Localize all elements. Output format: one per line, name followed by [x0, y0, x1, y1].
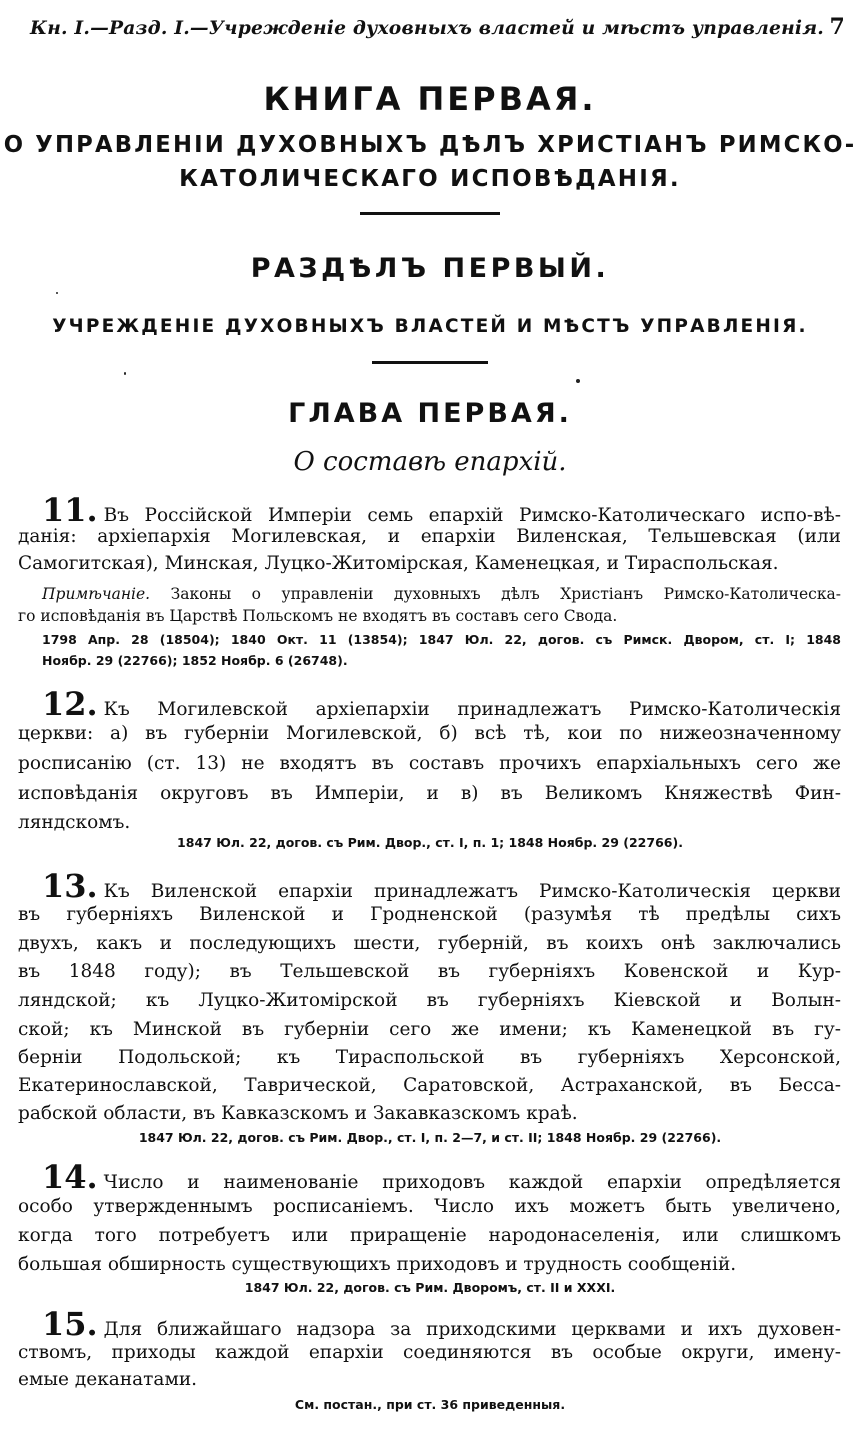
citation: См. постан., при ст. 36 приведенныя. — [294, 1397, 566, 1412]
article-number: 12. — [42, 685, 98, 723]
article-line: 14. Число и наименованіе приходовъ каждой епархіи опредѣляется — [18, 1164, 841, 1196]
article-line: росписанію (ст. 13) не входятъ въ составъ прочихъ епархіальныхъ сего же — [18, 753, 841, 774]
running-head-text: Кн. I.—Разд. I.—Учрежденіе духовныхъ властей и мѣстъ управленія. — [30, 17, 824, 39]
article-number: 11. — [42, 491, 98, 529]
article-line: 15. Для ближайшаго надзора за приходскими церквами и ихъ духовен- — [18, 1311, 841, 1343]
article-number: 13. — [42, 867, 98, 905]
article-line: 11. Въ Россійской Имперіи семь епархій Римско-Католическаго испо-вѣ- — [18, 497, 841, 529]
citation: 1847 Юл. 22, догов. съ Рим. Дворомъ, ст. II и XXXI. — [244, 1280, 616, 1295]
article-line: большая обширность существующихъ приходовъ и трудность сообщеній. — [18, 1254, 737, 1275]
article-line: берніи Подольской; къ Тираспольской въ губерніяхъ Херсонской, — [18, 1047, 841, 1068]
article-line: Екатеринославской, Таврической, Саратовской, Астраханской, въ Бесса- — [18, 1075, 841, 1096]
print-speck — [124, 372, 126, 375]
article-line: емые деканатами. — [18, 1369, 198, 1390]
citation-line: 1798 Апр. 28 (18504); 1840 Окт. 11 (13854); 1847 Юл. 22, догов. съ Римск. Двором, ст. I; 1848 — [42, 632, 841, 647]
article-line: въ губерніяхъ Виленской и Гродненской (разумѣя тѣ предѣлы сихъ — [18, 904, 841, 925]
article-line: ской; къ Минской въ губерніи сего же имени; къ Каменецкой въ гу- — [18, 1019, 841, 1040]
article-line: 13. Къ Виленской епархіи принадлежатъ Римско-Католическія церкви — [18, 873, 841, 905]
book-subtitle-line-2: КАТОЛИЧЕСКАГО ИСПОВѢДАНІЯ. — [179, 166, 681, 192]
section-subtitle: УЧРЕЖДЕНІЕ ДУХОВНЫХЪ ВЛАСТЕЙ И МѢСТЪ УПРАВЛЕНІЯ. — [52, 316, 808, 337]
article-number: 15. — [42, 1305, 98, 1343]
article-line: рабской области, въ Кавказскомъ и Закавказскомъ краѣ. — [18, 1103, 578, 1124]
section-title: РАЗДѢЛЪ ПЕРВЫЙ. — [250, 253, 610, 284]
divider-rule — [360, 212, 500, 215]
article-line: 12. Къ Могилевской архіепархіи принадлежатъ Римско-Католическія — [18, 691, 841, 723]
article-number: 14. — [42, 1158, 98, 1196]
book-subtitle-line-1: О УПРАВЛЕНІИ ДУХОВНЫХЪ ДѢЛЪ ХРИСТІАНЪ РИМСКО- — [3, 132, 857, 158]
print-speck — [56, 292, 58, 294]
article-line: исповѣданія округовъ въ Имперіи, и в) въ Великомъ Княжествѣ Фин- — [18, 783, 841, 804]
article-line: ляндскомъ. — [18, 812, 131, 833]
article-line: въ 1848 году); въ Тельшевской въ губерніяхъ Ковенской и Кур- — [18, 961, 841, 982]
article-line: ствомъ, приходы каждой епархіи соединяются въ особые округи, имену- — [18, 1342, 841, 1363]
chapter-subtitle: О составѣ епархій. — [293, 447, 567, 477]
article-line: церкви: а) въ губерніи Могилевской, б) всѣ тѣ, кои по нижеозначенному — [18, 723, 841, 744]
note-line: го исповѣданія въ Царствѣ Польскомъ не входятъ въ составъ сего Свода. — [18, 607, 618, 625]
citation: 1847 Юл. 22, догов. съ Рим. Двор., ст. I, п. 1; 1848 Ноябр. 29 (22766). — [177, 835, 683, 850]
chapter-title: ГЛАВА ПЕРВАЯ. — [288, 398, 572, 429]
article-line: данія: архіепархія Могилевская, и епархіи Виленская, Тельшевская (или — [18, 526, 841, 547]
note-label: Примѣчаніе. — [42, 585, 151, 603]
print-speck — [576, 379, 580, 383]
page-number: 7 — [829, 14, 845, 40]
article-line: ляндской; къ Луцко-Житомірской въ губерніяхъ Кіевской и Волын- — [18, 990, 841, 1011]
article-line: когда того потребуетъ или приращеніе народонаселенія, или слишкомъ — [18, 1225, 841, 1246]
book-title: КНИГА ПЕРВАЯ. — [263, 80, 597, 118]
note: Примѣчаніе. Законы о управленіи духовныхъ дѣлъ Христіанъ Римско-Католическа- — [42, 585, 841, 603]
citation-line: Ноябр. 29 (22766); 1852 Ноябр. 6 (26748). — [42, 653, 348, 668]
article-line: особо утвержденнымъ росписаніемъ. Число ихъ можетъ быть увеличено, — [18, 1196, 841, 1217]
article-line: двухъ, какъ и последующихъ шести, губерній, въ коихъ онѣ заключались — [18, 933, 841, 954]
divider-rule — [372, 361, 488, 364]
citation: 1847 Юл. 22, догов. съ Рим. Двор., ст. I, п. 2—7, и ст. II; 1848 Ноябр. 29 (22766). — [138, 1130, 722, 1145]
article-line: Самогитская), Минская, Луцко-Житомірская, Каменецкая, и Тираспольская. — [18, 553, 779, 574]
running-head — [30, 14, 845, 40]
